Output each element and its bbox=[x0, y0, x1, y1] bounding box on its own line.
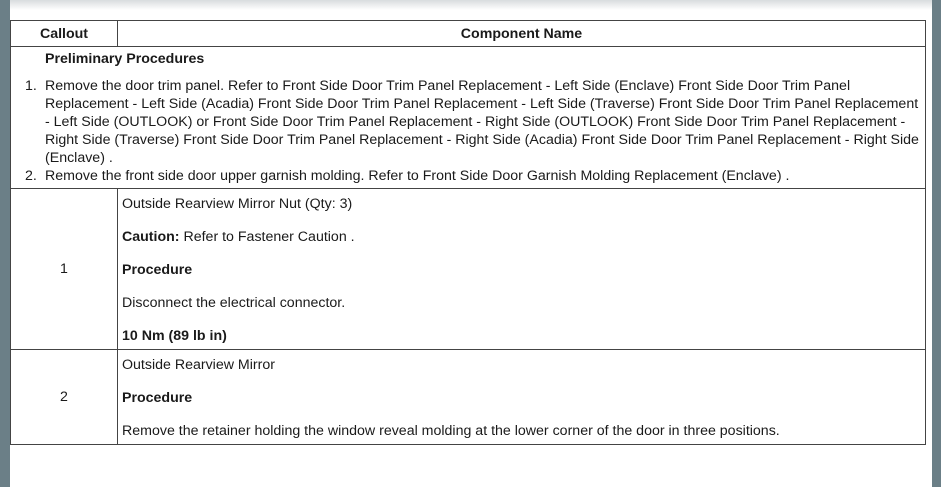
callout-number: 1 bbox=[11, 189, 118, 350]
callout-column-header: Callout bbox=[11, 21, 118, 47]
preliminary-steps-list bbox=[19, 77, 919, 185]
component-table bbox=[10, 20, 926, 445]
procedure-text: Disconnect the electrical connector. bbox=[122, 295, 346, 311]
table-header-row bbox=[11, 21, 926, 47]
procedure-label: Procedure bbox=[122, 262, 193, 278]
preliminary-procedures-title: Preliminary Procedures bbox=[45, 51, 205, 67]
preliminary-procedures-cell bbox=[11, 47, 926, 189]
caution-label: Caution: bbox=[122, 229, 180, 245]
caution-note bbox=[122, 228, 919, 246]
step-text: Remove the front side door upper garnish molding. Refer to Front Side Door Garnish Molding Replacement (Enclave) . bbox=[45, 168, 790, 184]
caution-text: Refer to Fastener Caution . bbox=[179, 229, 355, 245]
component-name: Outside Rearview Mirror bbox=[122, 357, 275, 373]
procedure-label: Procedure bbox=[122, 390, 193, 406]
page-top-shade bbox=[10, 0, 932, 10]
procedure-text: Remove the retainer holding the window reveal molding at the lower corner of the door in three positions. bbox=[122, 423, 780, 439]
component-name-column-header: Component Name bbox=[118, 21, 926, 47]
component-name: Outside Rearview Mirror Nut (Qty: 3) bbox=[122, 196, 353, 212]
table-row bbox=[11, 350, 926, 445]
preliminary-step bbox=[19, 167, 919, 185]
torque-spec: 10 Nm (89 lb in) bbox=[122, 328, 227, 344]
component-cell bbox=[118, 350, 926, 445]
document-page bbox=[10, 0, 932, 487]
preliminary-step bbox=[19, 77, 919, 167]
step-text: Remove the door trim panel. Refer to Front Side Door Trim Panel Replacement - Left Side (Enclave) Front Side Door Trim Panel Replacement - Left Side (Acadia) Front Side Door Trim Panel Replacement - Left Side (Traverse) Front Side Door Trim Panel Replacement - Left Side (OUTLOOK) or Front Side Door Trim Panel Replacement - Right Side (OUTLOOK) Front Side Door Trim Panel Replacement - Right Side (Traverse) Front Side Door Trim Panel Replacement - Right Side (Acadia) Front Side Door Trim Panel Replacement - Right Side (Enclave) . bbox=[45, 78, 919, 166]
table-row bbox=[11, 189, 926, 350]
step-number: 1. bbox=[25, 78, 37, 94]
component-cell bbox=[118, 189, 926, 350]
preliminary-procedures-row bbox=[11, 47, 926, 189]
step-number: 2. bbox=[25, 168, 37, 184]
callout-number: 2 bbox=[11, 350, 118, 445]
